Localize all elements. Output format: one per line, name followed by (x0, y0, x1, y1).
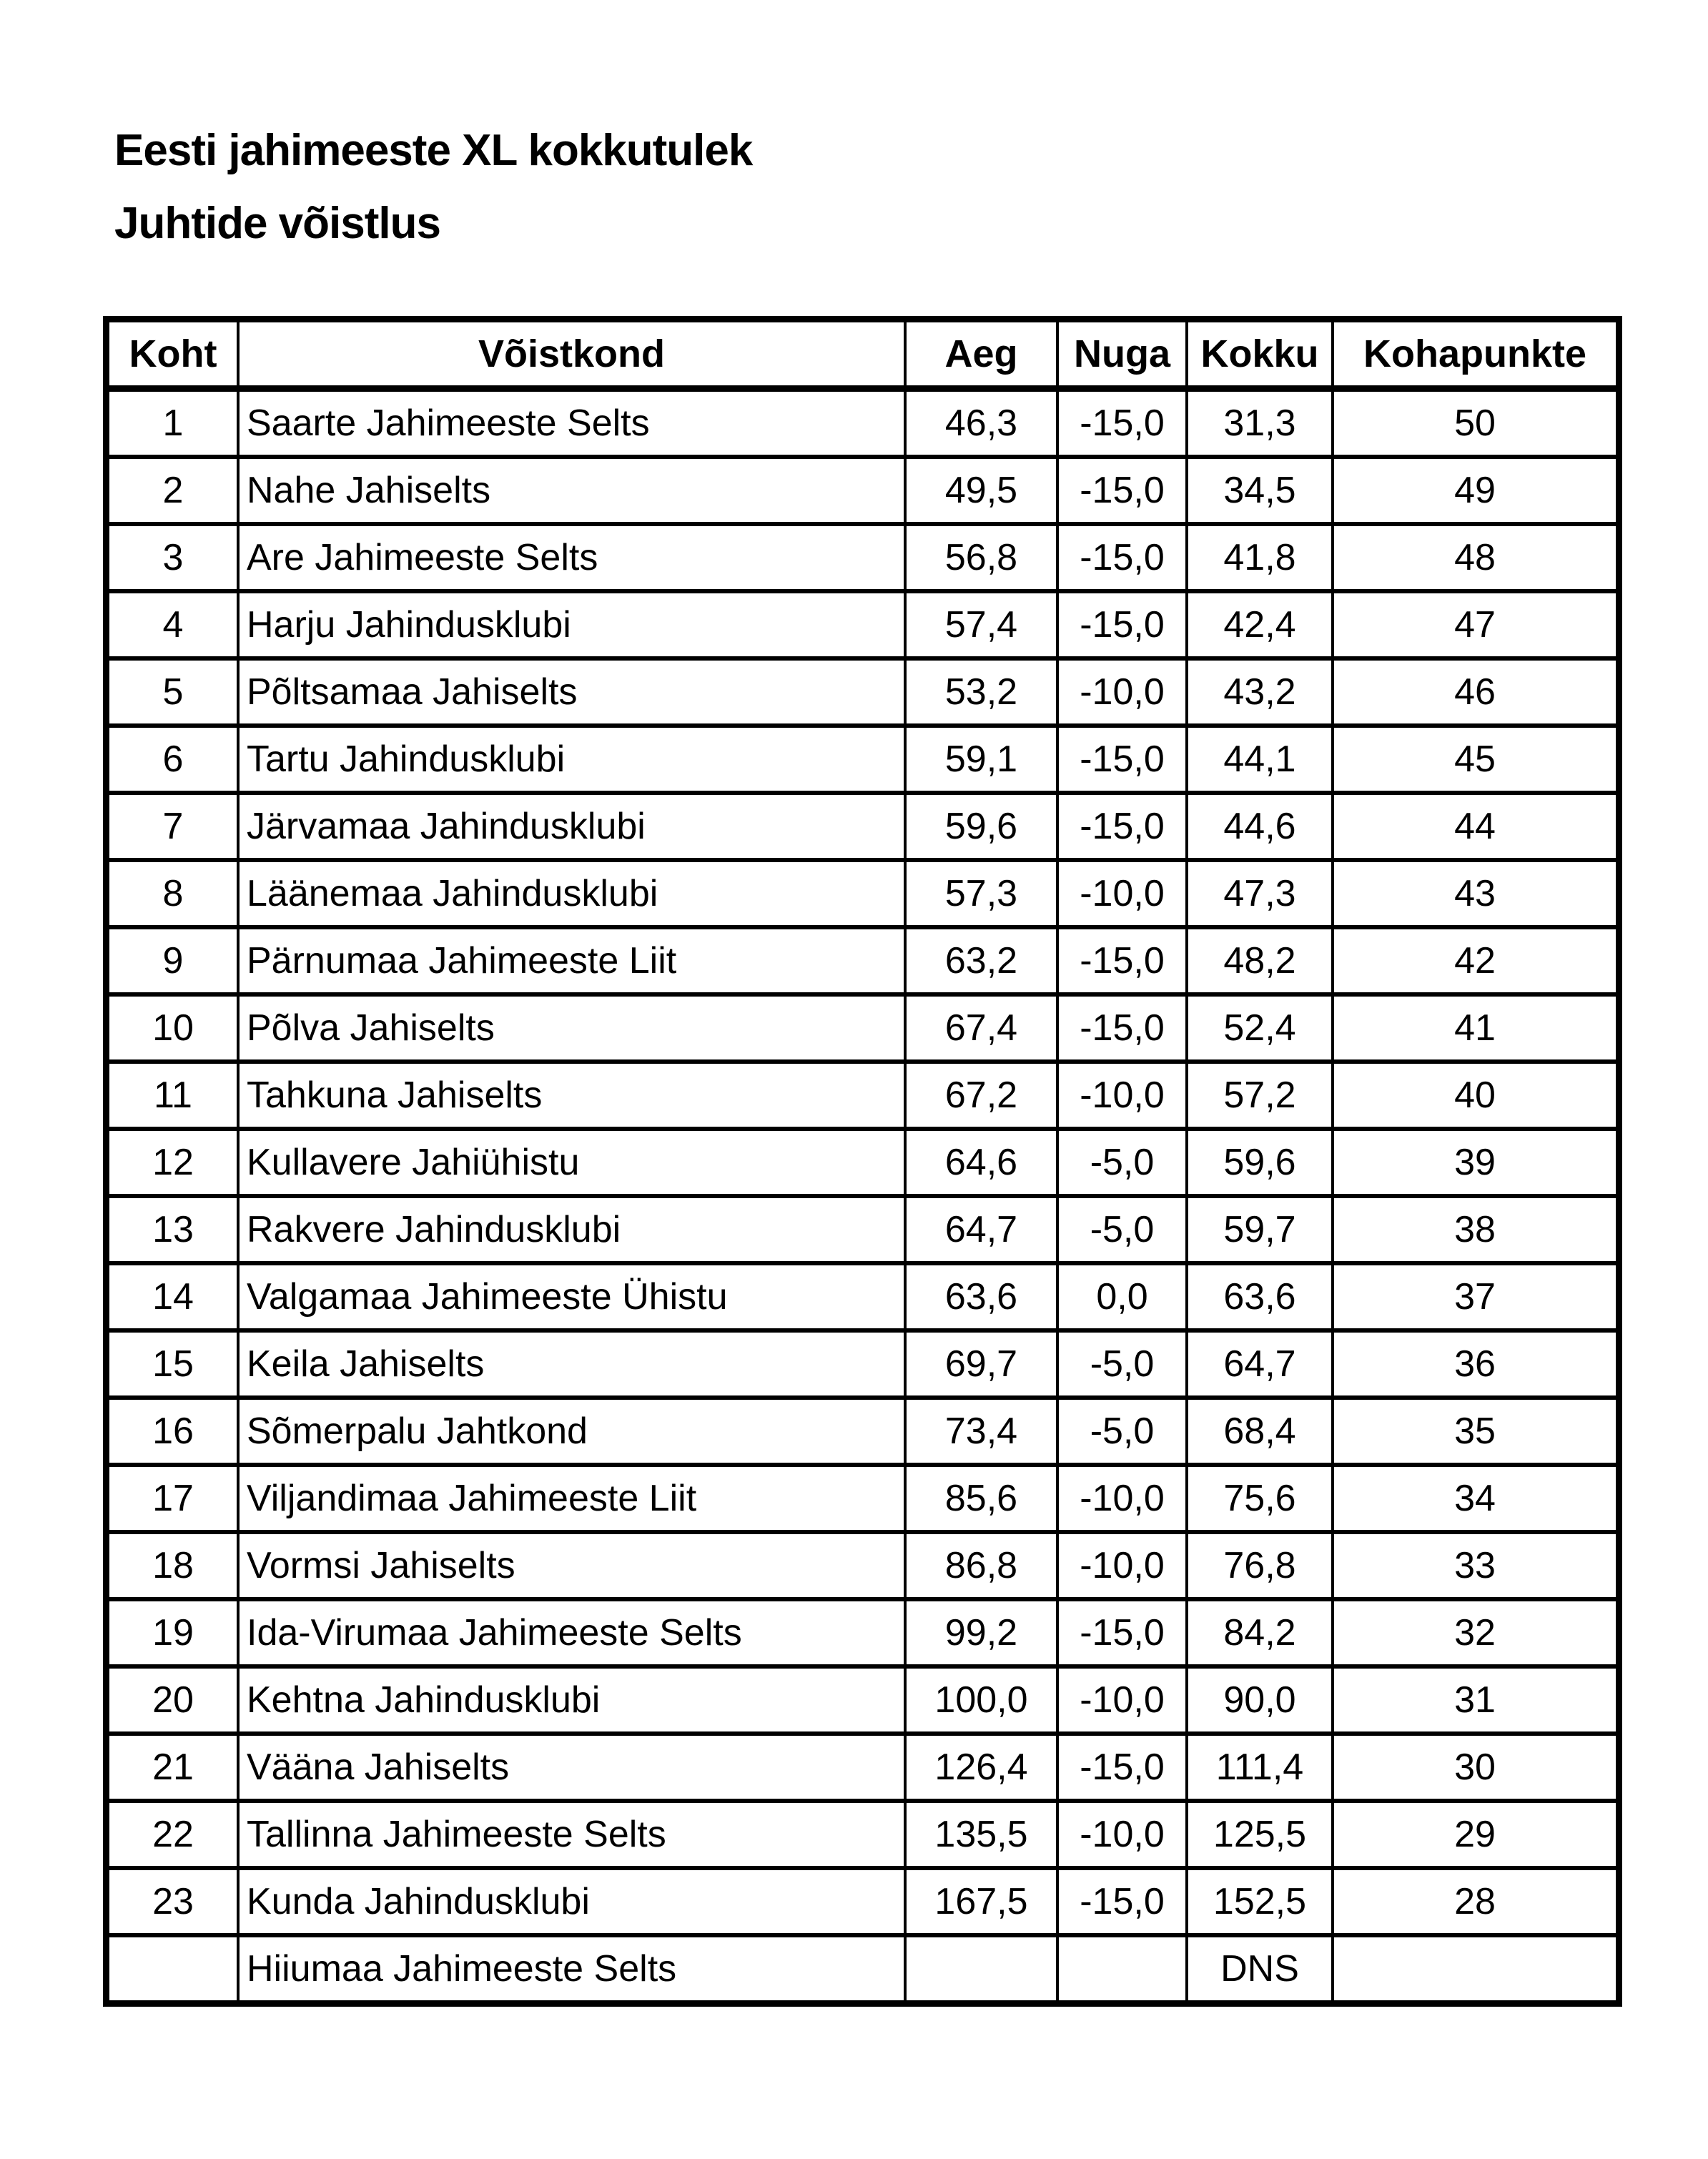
header-aeg: Aeg (905, 320, 1057, 389)
document-title: Eesti jahimeeste XL kokkutulek (114, 126, 753, 175)
cell-nuga: -10,0 (1057, 658, 1187, 726)
cell-kohapunkte (1333, 1935, 1619, 2004)
table-row (107, 726, 1619, 793)
cell-koht: 2 (107, 457, 239, 524)
header-nuga: Nuga (1057, 320, 1187, 389)
cell-team (238, 927, 905, 994)
table-row (107, 1666, 1619, 1734)
cell-aeg: 56,8 (905, 524, 1057, 591)
cell-koht: 4 (107, 591, 239, 658)
team-name: Põltsamaa Jahiselts (247, 671, 578, 713)
team-name: Vormsi Jahiselts (247, 1545, 515, 1586)
team-name: Nahe Jahiselts (247, 470, 491, 511)
cell-aeg: 64,7 (905, 1196, 1057, 1263)
team-name: Saarte Jahimeeste Selts (247, 402, 650, 444)
cell-kohapunkte: 36 (1333, 1330, 1619, 1398)
cell-nuga: -15,0 (1057, 793, 1187, 860)
team-name: Viljandimaa Jahimeeste Liit (247, 1478, 697, 1519)
document-subtitle: Juhtide võistlus (114, 199, 440, 248)
cell-kohapunkte: 33 (1333, 1532, 1619, 1599)
team-name: Hiiumaa Jahimeeste Selts (247, 1948, 677, 1990)
cell-team (238, 860, 905, 927)
cell-team (238, 591, 905, 658)
cell-nuga: -10,0 (1057, 1062, 1187, 1129)
cell-koht: 17 (107, 1465, 239, 1532)
cell-kokku: 43,2 (1187, 658, 1333, 726)
cell-koht: 7 (107, 793, 239, 860)
cell-team (238, 389, 905, 458)
table-row (107, 1398, 1619, 1465)
table-row (107, 1734, 1619, 1801)
cell-team (238, 1868, 905, 1935)
cell-koht: 19 (107, 1599, 239, 1666)
cell-koht: 14 (107, 1263, 239, 1330)
cell-team (238, 457, 905, 524)
cell-kokku: 152,5 (1187, 1868, 1333, 1935)
cell-aeg: 49,5 (905, 457, 1057, 524)
cell-kohapunkte: 34 (1333, 1465, 1619, 1532)
cell-aeg: 99,2 (905, 1599, 1057, 1666)
cell-koht: 11 (107, 1062, 239, 1129)
cell-team (238, 524, 905, 591)
cell-team (238, 1532, 905, 1599)
team-name: Are Jahimeeste Selts (247, 537, 598, 578)
cell-aeg: 59,6 (905, 793, 1057, 860)
cell-nuga: -5,0 (1057, 1196, 1187, 1263)
cell-nuga: -10,0 (1057, 860, 1187, 927)
cell-koht: 21 (107, 1734, 239, 1801)
cell-kohapunkte: 28 (1333, 1868, 1619, 1935)
cell-kohapunkte: 39 (1333, 1129, 1619, 1196)
cell-team (238, 1666, 905, 1734)
team-name: Läänemaa Jahindusklubi (247, 873, 658, 914)
cell-aeg: 53,2 (905, 658, 1057, 726)
cell-kokku: 47,3 (1187, 860, 1333, 927)
cell-team (238, 793, 905, 860)
cell-kokku: 64,7 (1187, 1330, 1333, 1398)
cell-kohapunkte: 41 (1333, 994, 1619, 1062)
table-row (107, 1129, 1619, 1196)
cell-koht: 13 (107, 1196, 239, 1263)
cell-kohapunkte: 48 (1333, 524, 1619, 591)
cell-team (238, 994, 905, 1062)
team-name: Tahkuna Jahiselts (247, 1074, 543, 1116)
cell-team (238, 1330, 905, 1398)
table-row (107, 1532, 1619, 1599)
table-row (107, 389, 1619, 458)
cell-team (238, 1196, 905, 1263)
cell-koht: 1 (107, 389, 239, 458)
cell-nuga: -5,0 (1057, 1398, 1187, 1465)
cell-kohapunkte: 32 (1333, 1599, 1619, 1666)
cell-kokku: 111,4 (1187, 1734, 1333, 1801)
cell-koht: 23 (107, 1868, 239, 1935)
cell-kokku: 44,6 (1187, 793, 1333, 860)
cell-aeg: 86,8 (905, 1532, 1057, 1599)
cell-kokku: 90,0 (1187, 1666, 1333, 1734)
results-body (107, 389, 1619, 2004)
cell-aeg: 67,4 (905, 994, 1057, 1062)
cell-aeg: 126,4 (905, 1734, 1057, 1801)
cell-koht: 12 (107, 1129, 239, 1196)
table-row (107, 1599, 1619, 1666)
cell-nuga: -15,0 (1057, 1868, 1187, 1935)
team-name: Keila Jahiselts (247, 1343, 485, 1385)
cell-nuga: -10,0 (1057, 1801, 1187, 1868)
cell-nuga: -10,0 (1057, 1666, 1187, 1734)
team-name: Kunda Jahindusklubi (247, 1881, 590, 1922)
cell-kokku: 44,1 (1187, 726, 1333, 793)
cell-kohapunkte: 42 (1333, 927, 1619, 994)
cell-team (238, 726, 905, 793)
cell-aeg: 46,3 (905, 389, 1057, 458)
cell-kokku: 57,2 (1187, 1062, 1333, 1129)
cell-koht: 15 (107, 1330, 239, 1398)
cell-koht (107, 1935, 239, 2004)
cell-kohapunkte: 38 (1333, 1196, 1619, 1263)
cell-nuga: -15,0 (1057, 1734, 1187, 1801)
cell-aeg: 73,4 (905, 1398, 1057, 1465)
cell-nuga: -10,0 (1057, 1532, 1187, 1599)
table-row (107, 1801, 1619, 1868)
team-name: Vääna Jahiselts (247, 1747, 510, 1788)
cell-team (238, 658, 905, 726)
team-name: Järvamaa Jahindusklubi (247, 806, 646, 847)
cell-team (238, 1062, 905, 1129)
cell-nuga: -15,0 (1057, 927, 1187, 994)
cell-kohapunkte: 44 (1333, 793, 1619, 860)
table-row (107, 1465, 1619, 1532)
cell-kokku: 42,4 (1187, 591, 1333, 658)
table-row (107, 1263, 1619, 1330)
cell-kohapunkte: 46 (1333, 658, 1619, 726)
cell-kohapunkte: 31 (1333, 1666, 1619, 1734)
cell-team (238, 1263, 905, 1330)
cell-koht: 5 (107, 658, 239, 726)
cell-kokku: 76,8 (1187, 1532, 1333, 1599)
table-row (107, 1330, 1619, 1398)
cell-aeg: 59,1 (905, 726, 1057, 793)
cell-koht: 22 (107, 1801, 239, 1868)
cell-team (238, 1129, 905, 1196)
team-name: Kullavere Jahiühistu (247, 1142, 580, 1183)
header-row (107, 320, 1619, 389)
team-name: Tartu Jahindusklubi (247, 738, 566, 780)
cell-koht: 16 (107, 1398, 239, 1465)
table-row (107, 860, 1619, 927)
team-name: Valgamaa Jahimeeste Ühistu (247, 1276, 728, 1318)
cell-kokku: 68,4 (1187, 1398, 1333, 1465)
cell-team (238, 1398, 905, 1465)
team-name: Rakvere Jahindusklubi (247, 1209, 621, 1250)
cell-team (238, 1935, 905, 2004)
table-row (107, 658, 1619, 726)
team-name: Pärnumaa Jahimeeste Liit (247, 940, 677, 982)
team-name: Tallinna Jahimeeste Selts (247, 1814, 666, 1855)
header-team: Võistkond (238, 320, 905, 389)
header-koht: Koht (107, 320, 239, 389)
cell-kokku: 75,6 (1187, 1465, 1333, 1532)
results-table (103, 316, 1622, 2007)
cell-team (238, 1734, 905, 1801)
cell-kohapunkte: 43 (1333, 860, 1619, 927)
cell-nuga: -15,0 (1057, 1599, 1187, 1666)
cell-nuga (1057, 1935, 1187, 2004)
table-row (107, 1062, 1619, 1129)
cell-koht: 8 (107, 860, 239, 927)
cell-aeg: 69,7 (905, 1330, 1057, 1398)
cell-team (238, 1465, 905, 1532)
cell-kokku: DNS (1187, 1935, 1333, 2004)
cell-aeg: 63,2 (905, 927, 1057, 994)
team-name: Ida-Virumaa Jahimeeste Selts (247, 1612, 742, 1654)
cell-aeg: 135,5 (905, 1801, 1057, 1868)
team-name: Kehtna Jahindusklubi (247, 1679, 601, 1721)
cell-kohapunkte: 40 (1333, 1062, 1619, 1129)
header-kokku: Kokku (1187, 320, 1333, 389)
cell-kokku: 31,3 (1187, 389, 1333, 458)
cell-kohapunkte: 37 (1333, 1263, 1619, 1330)
cell-aeg: 67,2 (905, 1062, 1057, 1129)
cell-aeg: 57,3 (905, 860, 1057, 927)
table-row (107, 793, 1619, 860)
cell-nuga: -15,0 (1057, 457, 1187, 524)
table-row (107, 1868, 1619, 1935)
cell-koht: 10 (107, 994, 239, 1062)
cell-kokku: 48,2 (1187, 927, 1333, 994)
cell-kohapunkte: 30 (1333, 1734, 1619, 1801)
cell-koht: 3 (107, 524, 239, 591)
cell-kohapunkte: 29 (1333, 1801, 1619, 1868)
table-row (107, 994, 1619, 1062)
cell-aeg: 167,5 (905, 1868, 1057, 1935)
header-kohapunkte: Kohapunkte (1333, 320, 1619, 389)
cell-kohapunkte: 45 (1333, 726, 1619, 793)
table-row (107, 591, 1619, 658)
table-row (107, 1935, 1619, 2004)
cell-aeg: 85,6 (905, 1465, 1057, 1532)
cell-kokku: 41,8 (1187, 524, 1333, 591)
table-row (107, 457, 1619, 524)
team-name: Põlva Jahiselts (247, 1007, 495, 1049)
cell-aeg: 100,0 (905, 1666, 1057, 1734)
table-row (107, 927, 1619, 994)
cell-nuga: -15,0 (1057, 591, 1187, 658)
cell-kohapunkte: 49 (1333, 457, 1619, 524)
cell-aeg: 57,4 (905, 591, 1057, 658)
cell-nuga: -10,0 (1057, 1465, 1187, 1532)
team-name: Harju Jahindusklubi (247, 604, 571, 646)
cell-nuga: -15,0 (1057, 726, 1187, 793)
cell-kokku: 59,6 (1187, 1129, 1333, 1196)
cell-kokku: 84,2 (1187, 1599, 1333, 1666)
cell-koht: 6 (107, 726, 239, 793)
cell-kokku: 125,5 (1187, 1801, 1333, 1868)
cell-aeg: 64,6 (905, 1129, 1057, 1196)
cell-nuga: -15,0 (1057, 389, 1187, 458)
table-row (107, 1196, 1619, 1263)
cell-team (238, 1599, 905, 1666)
cell-nuga: 0,0 (1057, 1263, 1187, 1330)
cell-team (238, 1801, 905, 1868)
cell-aeg (905, 1935, 1057, 2004)
cell-nuga: -5,0 (1057, 1330, 1187, 1398)
team-name: Sõmerpalu Jahtkond (247, 1410, 588, 1452)
cell-aeg: 63,6 (905, 1263, 1057, 1330)
cell-kokku: 34,5 (1187, 457, 1333, 524)
cell-kohapunkte: 50 (1333, 389, 1619, 458)
cell-kohapunkte: 35 (1333, 1398, 1619, 1465)
cell-nuga: -5,0 (1057, 1129, 1187, 1196)
cell-kokku: 52,4 (1187, 994, 1333, 1062)
cell-nuga: -15,0 (1057, 524, 1187, 591)
cell-koht: 18 (107, 1532, 239, 1599)
table-row (107, 524, 1619, 591)
cell-nuga: -15,0 (1057, 994, 1187, 1062)
cell-kokku: 63,6 (1187, 1263, 1333, 1330)
cell-koht: 20 (107, 1666, 239, 1734)
cell-kokku: 59,7 (1187, 1196, 1333, 1263)
cell-kohapunkte: 47 (1333, 591, 1619, 658)
cell-koht: 9 (107, 927, 239, 994)
